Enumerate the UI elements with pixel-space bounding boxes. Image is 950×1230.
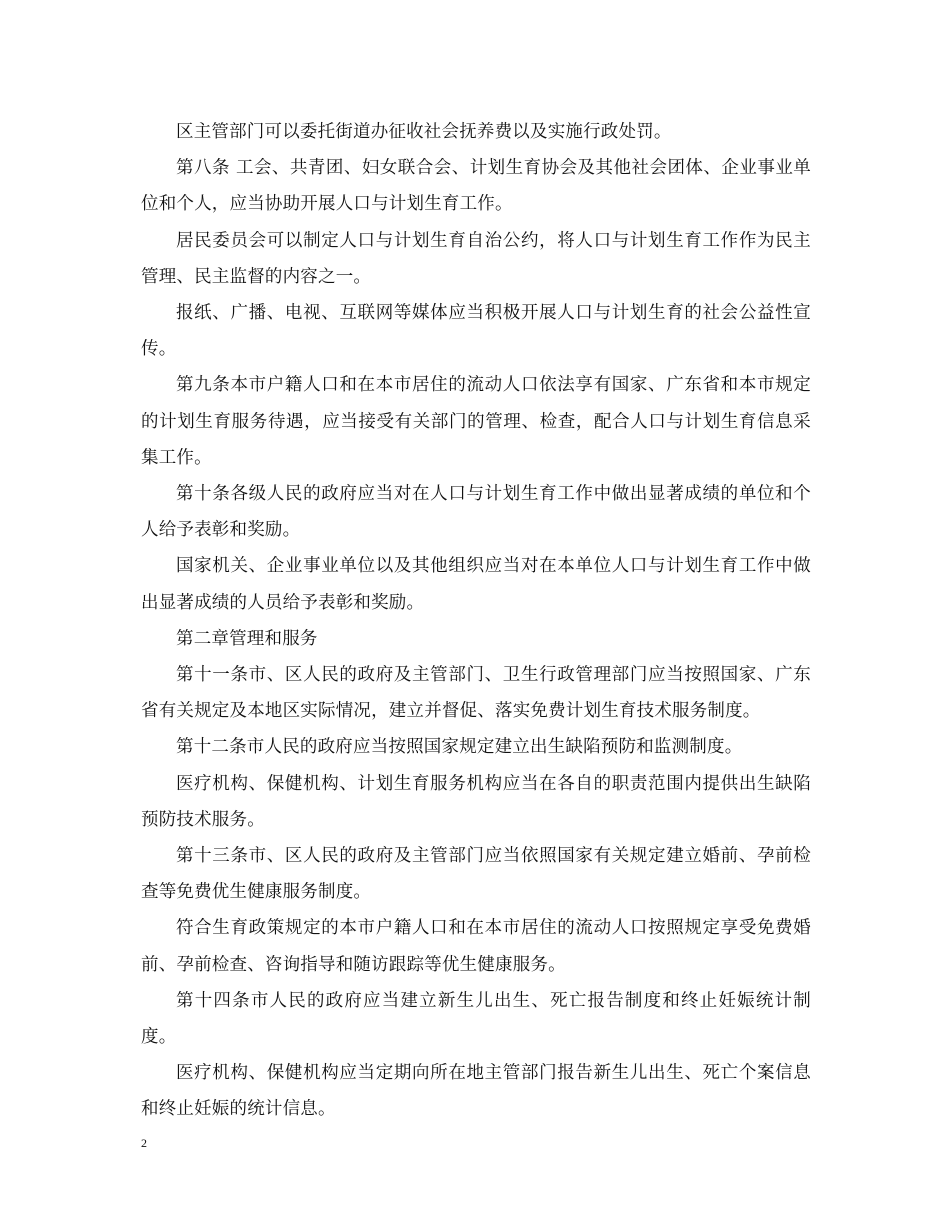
paragraph: 国家机关、企业事业单位以及其他组织应当对在本单位人口与计划生育工作中做出显著成绩的人员给予表彰和奖励。	[141, 556, 811, 613]
paragraph: 第十二条市人民的政府应当按照国家规定建立出生缺陷预防和监测制度。	[176, 737, 743, 758]
page-number: 2	[141, 1136, 147, 1150]
paragraph: 报纸、广播、电视、互联网等媒体应当积极开展人口与计划生育的社会公益性宣传。	[141, 303, 811, 360]
paragraph: 第八条 工会、共青团、妇女联合会、计划生育协会及其他社会团体、企业事业单位和个人，应当协助开展人口与计划生育工作。	[141, 158, 811, 215]
paragraph: 第十四条市人民的政府应当建立新生儿出生、死亡报告制度和终止妊娠统计制度。	[141, 990, 811, 1048]
paragraph: 第十一条市、区人民的政府及主管部门、卫生行政管理部门应当按照国家、广东省有关规定及本地区实际情况，建立并督促、落实免费计划生育技术服务制度。	[141, 665, 811, 722]
paragraph: 第九条本市户籍人口和在本市居住的流动人口依法享有国家、广东省和本市规定的计划生育服务待遇，应当接受有关部门的管理、检查，配合人口与计划生育信息采集工作。	[141, 375, 811, 468]
document-body	[141, 114, 811, 1128]
paragraph: 第十条各级人民的政府应当对在人口与计划生育工作中做出显著成绩的单位和个人给予表彰和奖励。	[141, 484, 811, 541]
paragraph: 区主管部门可以委托街道办征收社会抚养费以及实施行政处罚。	[176, 122, 672, 142]
paragraph: 居民委员会可以制定人口与计划生育自治公约，将人口与计划生育工作作为民主管理、民主监督的内容之一。	[141, 230, 811, 287]
paragraph: 第十三条市、区人民的政府及主管部门应当依照国家有关规定建立婚前、孕前检查等免费优生健康服务制度。	[141, 846, 811, 903]
paragraph: 符合生育政策规定的本市户籍人口和在本市居住的流动人口按照规定享受免费婚前、孕前检查、咨询指导和随访跟踪等优生健康服务。	[141, 918, 811, 975]
paragraph: 医疗机构、保健机构、计划生育服务机构应当在各自的职责范围内提供出生缺陷预防技术服务。	[141, 773, 811, 830]
paragraph: 医疗机构、保健机构应当定期向所在地主管部门报告新生儿出生、死亡个案信息和终止妊娠的统计信息。	[141, 1063, 811, 1120]
chapter-heading: 第二章管理和服务	[176, 628, 318, 649]
